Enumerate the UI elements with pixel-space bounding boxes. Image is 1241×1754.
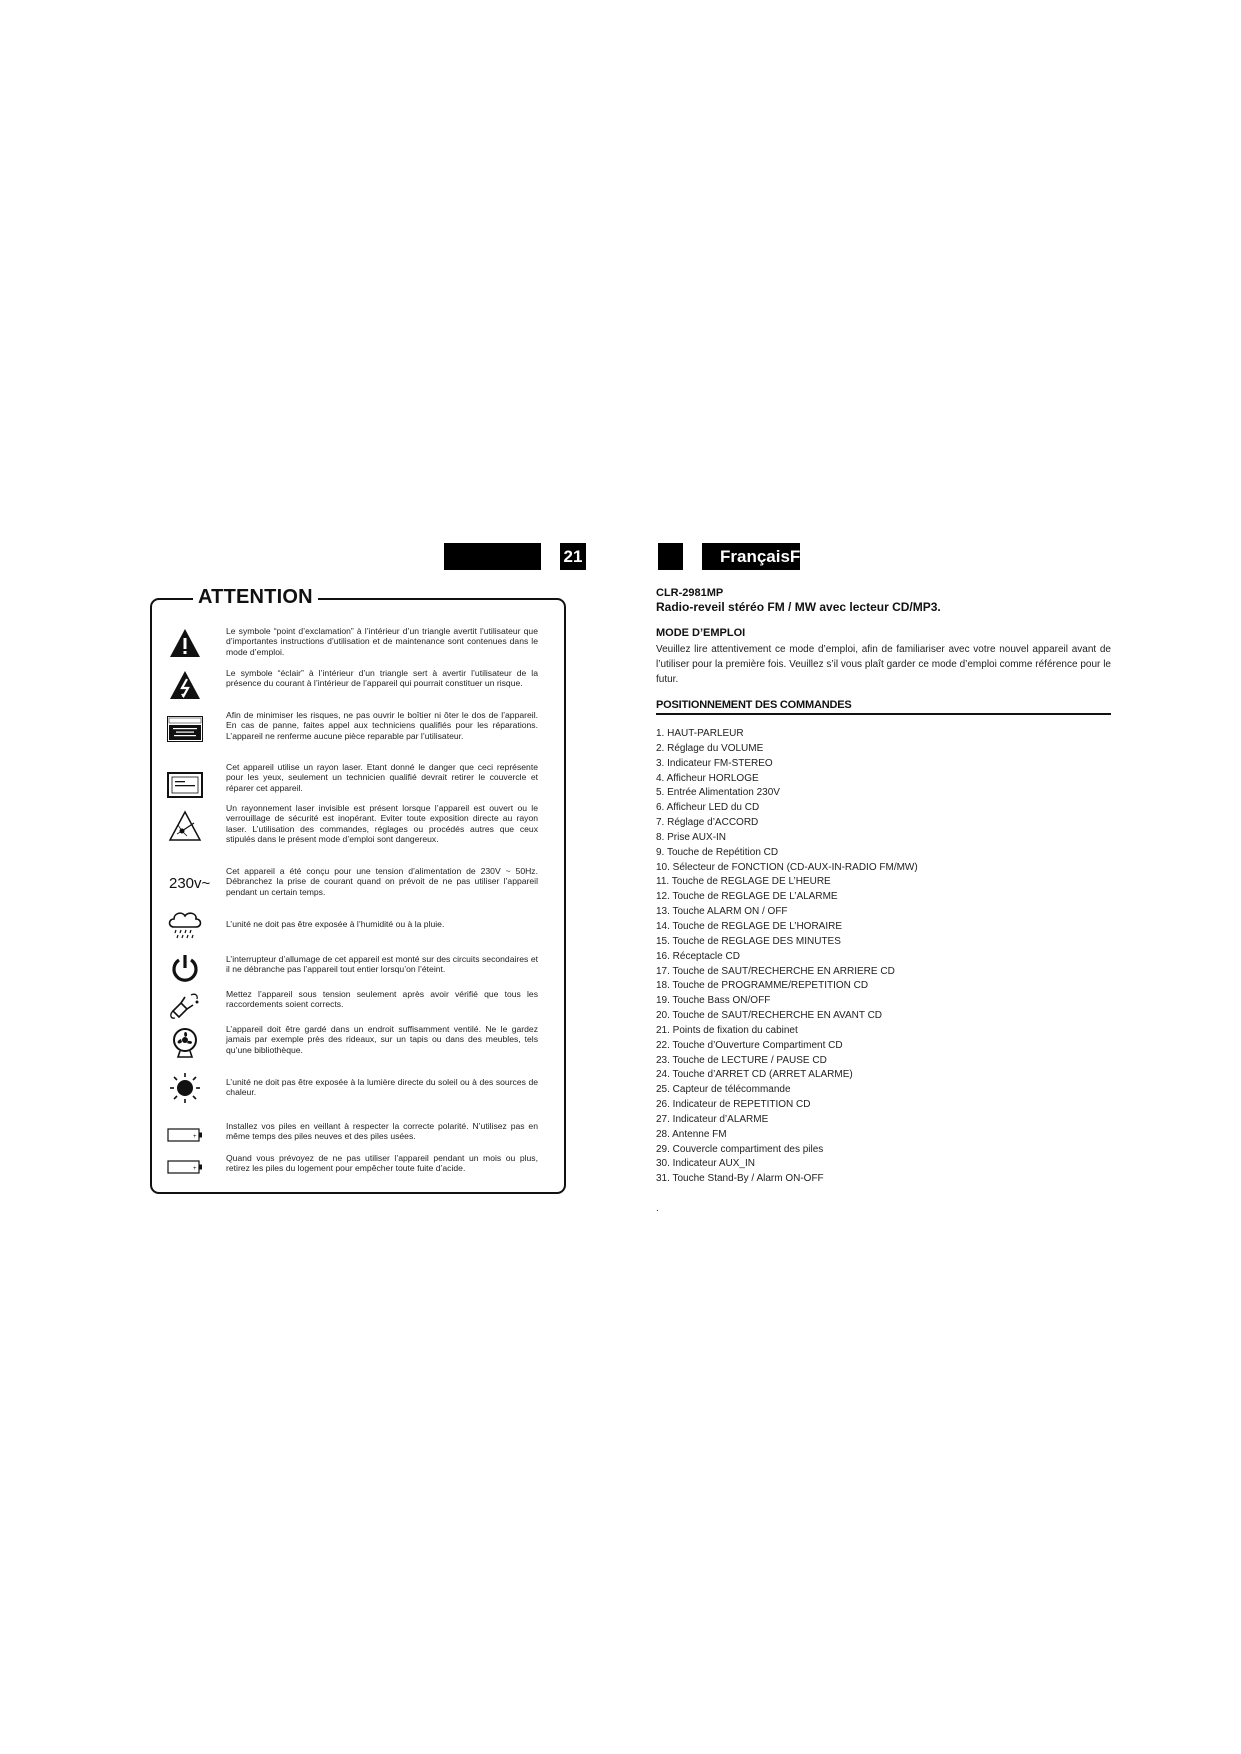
- lightning-triangle-icon: [168, 668, 202, 702]
- list-item: 20. Touche de SAUT/RECHERCHE EN AVANT CD: [656, 1010, 883, 1022]
- warning-text: Cet appareil utilise un rayon laser. Etant donné le danger que ceci représente pour les yeux, seulement un technicien qualifié devrait retirer le couvercle et réparer cet appareil.: [226, 762, 538, 793]
- list-item: 10. Sélecteur de FONCTION (CD-AUX-IN-RADIO FM/MW): [656, 861, 918, 873]
- battery-remove-icon: [168, 1150, 202, 1184]
- svg-text:+: +: [193, 1134, 197, 1140]
- model-number: CLR-2981MP: [656, 587, 724, 599]
- power-icon: [168, 951, 202, 985]
- list-item: 7. Réglage d’ACCORD: [656, 817, 759, 829]
- warning-text: Cet appareil a été conçu pour une tension d’alimentation de 230V ~ 50Hz. Débranchez la prise de courant quand on prévoit de ne pas utiliser l’appareil pendant un certain temps.: [226, 866, 538, 897]
- warning-text: Le symbole “éclair” à l’intérieur d’un triangle sert à avertir l’utilisateur de la présence du courant à l’intérieur de l’appareil qui pourrait constituer un risque.: [226, 668, 538, 689]
- list-item: 12. Touche de REGLAGE DE L’ALARME: [656, 891, 838, 903]
- language-tab: FrançaisFra: [702, 543, 800, 570]
- plug-icon: [168, 988, 202, 1022]
- list-item: 29. Couvercle compartiment des piles: [656, 1143, 824, 1155]
- warning-text: Afin de minimiser les risques, ne pas ouvrir le boîtier ni ôter le dos de l’appareil. En cas de panne, faites appel aux techniciens qualifiés pour les réparations. L’appareil ne renferme aucune pièce reparable par l’utilisateur.: [226, 710, 538, 741]
- exclamation-triangle-icon: [168, 626, 202, 660]
- voltage-icon: 230v~: [169, 874, 211, 892]
- list-item: 24. Touche d’ARRET CD (ARRET ALARME): [656, 1069, 853, 1081]
- attention-title: ATTENTION: [193, 586, 318, 609]
- warning-text: Le symbole “point d’exclamation” à l’intérieur d’un triangle avertit l’utilisateur que d’importantes instructions d’utilisation et de maintenance sont contenues dans le mode d’emploi.: [226, 626, 538, 657]
- page-number: 21: [560, 543, 586, 570]
- warning-text: Un rayonnement laser invisible est présent lorsque l’appareil est ouvert ou le verrouillage de sécurité est inopérant. Eviter toute exposition directe au rayon laser. L’utilisation des commandes, réglages ou procédés autres que ceux stipulés dans le présent mode d’emploi sont dangereux.: [226, 803, 538, 845]
- list-item: 16. Réceptacle CD: [656, 950, 740, 962]
- warning-text: L’unité ne doit pas être exposée à l’humidité ou à la pluie.: [226, 919, 445, 929]
- warning-text: Installez vos piles en veillant à respecter la correcte polarité. N’utilisez pas en même temps des piles neuves et des piles usées.: [226, 1121, 538, 1142]
- list-item: 25. Capteur de télécommande: [656, 1084, 791, 1096]
- header-bar-square: [658, 543, 683, 570]
- mode-text: Veuillez lire attentivement ce mode d’emploi, afin de familiariser avec votre nouvel appareil avant de l’utiliser pour la première fois. Veuillez s’il vous plaît garder ce mode d’emploi comme référence pour le futur.: [656, 644, 1111, 685]
- list-item: 1. HAUT-PARLEUR: [656, 728, 744, 739]
- list-item: 15. Touche de REGLAGE DES MINUTES: [656, 935, 841, 947]
- right-column: [656, 587, 1111, 1215]
- controls-list: [656, 727, 1111, 1187]
- svg-text:+: +: [193, 1166, 197, 1172]
- list-item: 13. Touche ALARM ON / OFF: [656, 906, 788, 918]
- battery-polarity-icon: [168, 1118, 202, 1152]
- list-item: 18. Touche de PROGRAMME/REPETITION CD: [656, 980, 869, 992]
- list-item: 6. Afficheur LED du CD: [656, 802, 760, 814]
- rain-cloud-icon: [168, 908, 202, 942]
- laser-warning-icon: [168, 809, 202, 843]
- list-item: 8. Prise AUX-IN: [656, 831, 727, 843]
- mode-heading: MODE D’EMPLOI: [656, 627, 746, 639]
- list-item: 23. Touche de LECTURE / PAUSE CD: [656, 1054, 827, 1066]
- positions-heading: POSITIONNEMENT DES COMMANDES: [656, 698, 1111, 715]
- list-item: 4. Afficheur HORLOGE: [656, 772, 759, 784]
- trailing-dot: .: [656, 1203, 659, 1215]
- list-item: 19. Touche Bass ON/OFF: [656, 995, 771, 1007]
- list-item: 17. Touche de SAUT/RECHERCHE EN ARRIERE CD: [656, 965, 895, 977]
- list-item: 28. Antenne FM: [656, 1128, 727, 1140]
- warning-text: Mettez l’appareil sous tension seulement après avoir vérifié que tous les raccordements soient corrects.: [226, 989, 538, 1010]
- list-item: 3. Indicateur FM-STEREO: [656, 757, 773, 769]
- class1-laser-label-icon: [168, 768, 202, 802]
- list-item: 5. Entrée Alimentation 230V: [656, 787, 780, 799]
- warning-text: L’interrupteur d’allumage de cet appareil est monté sur des circuits secondaires et il ne débranche pas l’appareil tout entier lorsqu’on l’éteint.: [226, 954, 538, 975]
- list-item: 27. Indicateur d’ALARME: [656, 1113, 769, 1125]
- list-item: 30. Indicateur AUX_IN: [656, 1158, 755, 1170]
- list-item: 26. Indicateur de REPETITION CD: [656, 1099, 811, 1111]
- list-item: 22. Touche d’Ouverture Compartiment CD: [656, 1039, 843, 1051]
- warning-text: Quand vous prévoyez de ne pas utiliser l’appareil pendant un mois ou plus, retirez les piles du logement pour empêcher toute fuite d’acide.: [226, 1153, 538, 1174]
- list-item: 14. Touche de REGLAGE DE L’HORAIRE: [656, 920, 843, 932]
- attention-box: [150, 586, 566, 1194]
- fan-icon: [168, 1026, 202, 1060]
- sun-icon: [168, 1071, 202, 1105]
- header-bar-left: [444, 543, 541, 570]
- list-item: 2. Réglage du VOLUME: [656, 742, 764, 754]
- warning-text: L’unité ne doit pas être exposée à la lumière directe du soleil ou à des sources de chaleur.: [226, 1077, 538, 1098]
- list-item: 31. Touche Stand-By / Alarm ON-OFF: [656, 1173, 824, 1185]
- product-title: Radio-reveil stéréo FM / MW avec lecteur CD/MP3.: [656, 600, 941, 614]
- list-item: 11. Touche de REGLAGE DE L’HEURE: [656, 876, 831, 888]
- warning-text: L’appareil doit être gardé dans un endroit suffisamment ventilé. Ne le gardez jamais par exemple près des rideaux, sur un tapis ou dans des meubles, tels qu’une bibliothèque.: [226, 1024, 538, 1055]
- caution-label-icon: [168, 712, 202, 746]
- list-item: 21. Points de fixation du cabinet: [656, 1024, 798, 1036]
- list-item: 9. Touche de Repétition CD: [656, 846, 779, 858]
